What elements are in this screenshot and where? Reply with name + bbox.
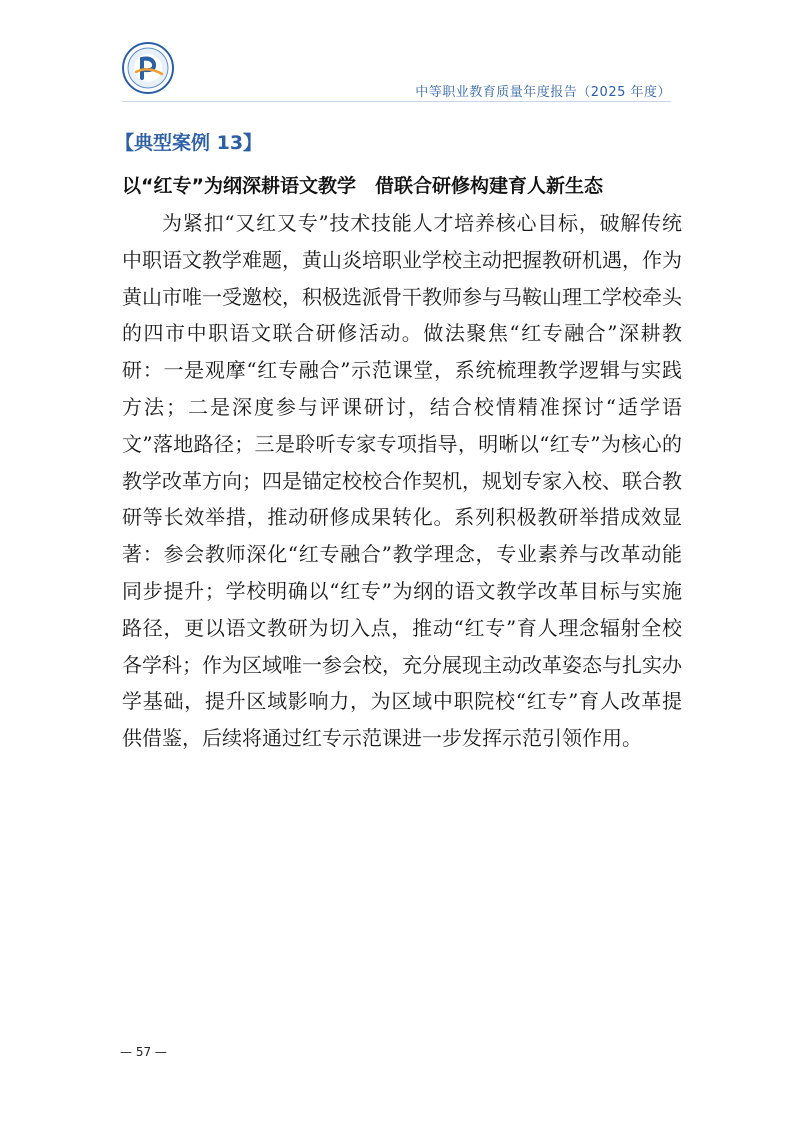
- header-divider: [122, 101, 671, 102]
- school-emblem-icon: [122, 42, 174, 94]
- case-body-paragraph: 为紧扣“又红又专”技术技能人才培养核心目标，破解传统中职语文教学难题，黄山炎培职业学校主动把握教研机遇，作为黄山市唯一受邀校，积极选派骨干教师参与马鞍山理工学校牵头的四市中职语文联合研修活动。做法聚焦“红专融合”深耕教研：一是观摩“红专融合”示范课堂，系统梳理教学逻辑与实践方法；二是深度参与评课研讨，结合校情精准探讨“适学语文”落地路径；三是聆听专家专项指导，明晰以“红专”为核心的教学改革方向；四是锚定校校合作契机，规划专家入校、联合教研等长效举措，推动研修成果转化。系列积极教研举措成效显著：参会教师深化“红专融合”教学理念，专业素养与改革动能同步提升；学校明确以“红专”为纲的语文教学改革目标与实施路径，更以语文教研为切入点，推动“红专”育人理念辐射全校各学科；作为区域唯一参会校，充分展现主动改革姿态与扎实办学基础，提升区域影响力，为区域中职院校“红专”育人改革提供借鉴，后续将通过红专示范课进一步发挥示范引领作用。: [122, 211, 682, 751]
- case-label: 【典型案例 13】: [115, 132, 263, 154]
- case-title: 以“红专”为纲深耕语文教学 借联合研修构建育人新生态: [122, 175, 603, 197]
- page-number: — 57 —: [120, 1045, 167, 1059]
- report-header-title: 中等职业教育质量年度报告（2025 年度）: [415, 85, 671, 100]
